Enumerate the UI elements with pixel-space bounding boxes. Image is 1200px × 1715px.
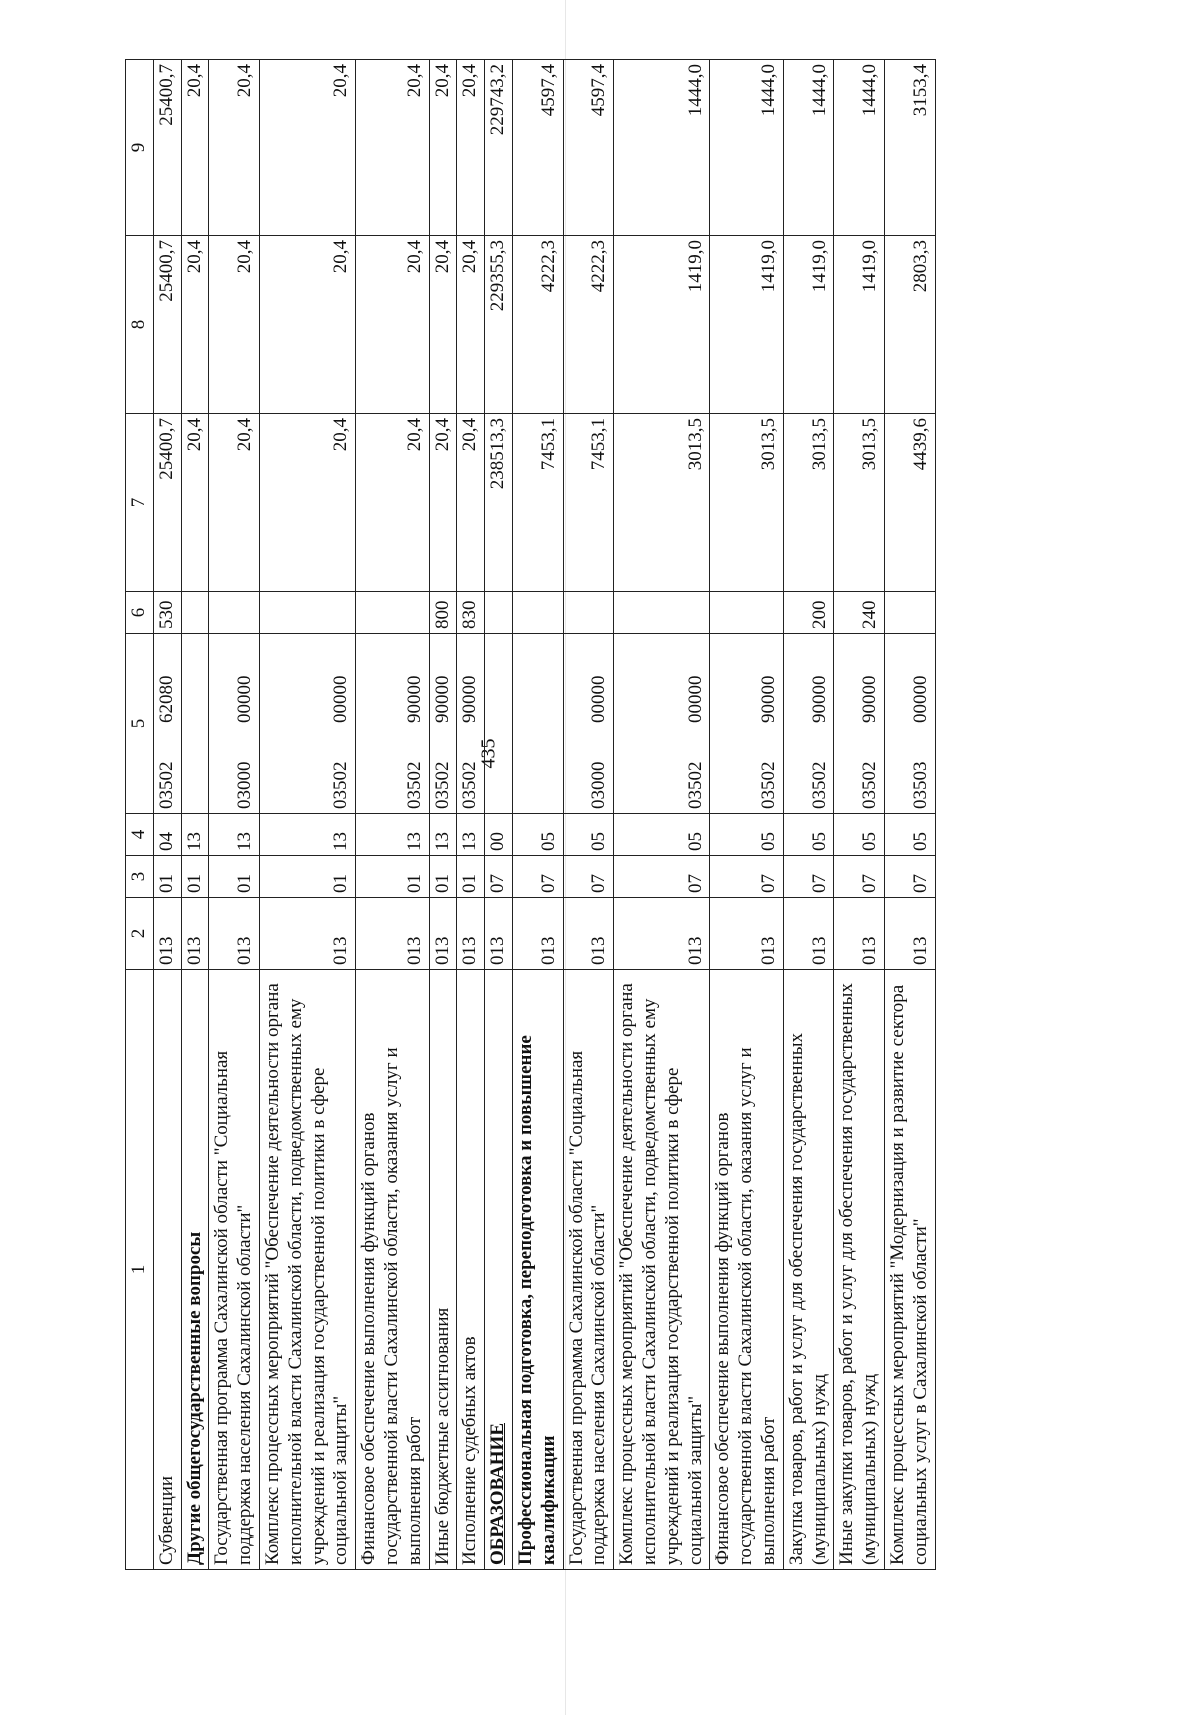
row-target-article — [457, 634, 485, 814]
col-header-2: 2 — [126, 898, 154, 970]
row-section: 01 — [209, 856, 260, 898]
row-admin-code: 013 — [512, 898, 563, 970]
row-target-article — [356, 634, 429, 814]
row-name: Финансовое обеспечение выполнения функций органов государственной власти Сахалинской области, оказания услуг и выполнения работ — [710, 970, 783, 1570]
row-csr-program: 03503 — [909, 761, 931, 809]
row-value-col9: 20,4 — [209, 60, 260, 236]
row-target-article — [614, 634, 710, 814]
row-value-col7: 20,4 — [356, 414, 429, 592]
col-header-8: 8 — [126, 236, 154, 414]
row-expense-type: 200 — [783, 592, 834, 634]
row-csr-program: 03502 — [808, 761, 830, 809]
row-csr-program: 03502 — [431, 761, 453, 809]
row-target-article — [563, 634, 614, 814]
row-csr-direction: 00000 — [588, 675, 610, 723]
row-csr-program: 03502 — [684, 761, 706, 809]
row-csr-program: 03502 — [757, 761, 779, 809]
row-admin-code: 013 — [153, 898, 181, 970]
row-value-col7: 3013,5 — [710, 414, 783, 592]
row-expense-type — [259, 592, 355, 634]
row-value-col8: 1419,0 — [783, 236, 834, 414]
row-subsection: 13 — [209, 814, 260, 856]
row-name: Комплекс процессных мероприятий "Обеспечение деятельности органа исполнительной власти Сахалинской области, подведомственных ему учреждений и реализация государственной политики в сфере социальной защиты" — [259, 970, 355, 1570]
page-number: 435 — [477, 738, 500, 769]
budget-table — [125, 59, 936, 1570]
row-subsection: 13 — [457, 814, 485, 856]
row-admin-code: 013 — [259, 898, 355, 970]
row-target-article — [259, 634, 355, 814]
row-target-article — [710, 634, 783, 814]
header-row — [126, 60, 154, 1570]
table-row — [783, 60, 834, 1570]
row-value-col8: 4222,3 — [512, 236, 563, 414]
row-admin-code: 013 — [429, 898, 457, 970]
table-row — [512, 60, 563, 1570]
table-row — [429, 60, 457, 1570]
row-value-col9: 20,4 — [429, 60, 457, 236]
table-row — [457, 60, 485, 1570]
row-expense-type — [884, 592, 935, 634]
row-admin-code: 013 — [356, 898, 429, 970]
row-value-col8: 20,4 — [181, 236, 209, 414]
row-value-col9: 1444,0 — [834, 60, 885, 236]
row-target-article — [429, 634, 457, 814]
row-expense-type: 530 — [153, 592, 181, 634]
row-value-col9: 1444,0 — [710, 60, 783, 236]
row-section: 01 — [153, 856, 181, 898]
row-value-col7: 7453,1 — [512, 414, 563, 592]
table-row — [485, 60, 513, 1570]
row-csr-program: 03502 — [155, 761, 177, 809]
row-section: 07 — [710, 856, 783, 898]
row-section: 07 — [834, 856, 885, 898]
row-section: 07 — [563, 856, 614, 898]
row-value-col7: 20,4 — [429, 414, 457, 592]
table-row — [209, 60, 260, 1570]
row-subsection: 05 — [563, 814, 614, 856]
table-row — [834, 60, 885, 1570]
row-expense-type — [356, 592, 429, 634]
row-admin-code: 013 — [457, 898, 485, 970]
row-section: 07 — [614, 856, 710, 898]
row-csr-program: 03000 — [588, 761, 610, 809]
row-subsection: 04 — [153, 814, 181, 856]
row-value-col7: 3013,5 — [783, 414, 834, 592]
row-expense-type — [209, 592, 260, 634]
row-value-col9: 25400,7 — [153, 60, 181, 236]
row-expense-type: 240 — [834, 592, 885, 634]
row-section: 01 — [356, 856, 429, 898]
row-subsection: 05 — [512, 814, 563, 856]
row-value-col7: 3013,5 — [834, 414, 885, 592]
row-subsection: 13 — [181, 814, 209, 856]
row-value-col9: 1444,0 — [783, 60, 834, 236]
row-expense-type: 830 — [457, 592, 485, 634]
row-name: Другие общегосударственные вопросы — [181, 970, 209, 1570]
col-header-7: 7 — [126, 414, 154, 592]
row-name: Комплекс процессных мероприятий "Модернизация и развитие сектора социальных услуг в Сахалинской области" — [884, 970, 935, 1570]
row-csr-program: 03502 — [459, 761, 481, 809]
row-name: Иные бюджетные ассигнования — [429, 970, 457, 1570]
row-target-article — [485, 634, 513, 814]
row-expense-type — [485, 592, 513, 634]
row-value-col8: 25400,7 — [153, 236, 181, 414]
row-name: Профессиональная подготовка, переподготовка и повышение квалификации — [512, 970, 563, 1570]
row-value-col7: 7453,1 — [563, 414, 614, 592]
row-target-article — [153, 634, 181, 814]
row-section: 01 — [259, 856, 355, 898]
row-csr-direction: 90000 — [859, 675, 881, 723]
row-value-col9: 20,4 — [181, 60, 209, 236]
row-csr-direction: 90000 — [757, 675, 779, 723]
row-value-col7: 238513,3 — [485, 414, 513, 592]
row-value-col7: 20,4 — [457, 414, 485, 592]
col-header-9: 9 — [126, 60, 154, 236]
col-header-4: 4 — [126, 814, 154, 856]
row-name: ОБРАЗОВАНИЕ — [485, 970, 513, 1570]
row-value-col8: 2803,3 — [884, 236, 935, 414]
row-csr-direction: 90000 — [459, 675, 481, 723]
row-expense-type — [614, 592, 710, 634]
row-section: 07 — [485, 856, 513, 898]
table-row — [181, 60, 209, 1570]
table-row — [259, 60, 355, 1570]
row-admin-code: 013 — [209, 898, 260, 970]
table-row — [153, 60, 181, 1570]
row-subsection: 05 — [710, 814, 783, 856]
row-subsection: 13 — [429, 814, 457, 856]
row-admin-code: 013 — [563, 898, 614, 970]
row-subsection: 00 — [485, 814, 513, 856]
row-target-article — [884, 634, 935, 814]
row-value-col7: 3013,5 — [614, 414, 710, 592]
row-expense-type: 800 — [429, 592, 457, 634]
row-target-article — [834, 634, 885, 814]
row-name: Финансовое обеспечение выполнения функций органов государственной власти Сахалинской области, оказания услуг и выполнения работ — [356, 970, 429, 1570]
row-value-col9: 20,4 — [356, 60, 429, 236]
row-value-col8: 20,4 — [457, 236, 485, 414]
row-section: 07 — [783, 856, 834, 898]
row-csr-direction: 90000 — [431, 675, 453, 723]
row-value-col9: 4597,4 — [512, 60, 563, 236]
row-value-col7: 20,4 — [181, 414, 209, 592]
row-csr-program: 03502 — [330, 761, 352, 809]
row-csr-direction: 00000 — [909, 675, 931, 723]
row-admin-code: 013 — [614, 898, 710, 970]
row-name: Исполнение судебных актов — [457, 970, 485, 1570]
table-body — [153, 60, 935, 1570]
row-admin-code: 013 — [181, 898, 209, 970]
row-admin-code: 013 — [834, 898, 885, 970]
row-value-col9: 4597,4 — [563, 60, 614, 236]
row-subsection: 05 — [614, 814, 710, 856]
row-section: 07 — [512, 856, 563, 898]
row-target-article — [209, 634, 260, 814]
row-value-col9: 20,4 — [259, 60, 355, 236]
row-expense-type — [181, 592, 209, 634]
row-value-col9: 1444,0 — [614, 60, 710, 236]
col-header-3: 3 — [126, 856, 154, 898]
row-value-col8: 1419,0 — [614, 236, 710, 414]
row-name: Комплекс процессных мероприятий "Обеспечение деятельности органа исполнительной власти Сахалинской области, подведомственных ему учреждений и реализация государственной политики в сфере социальной защиты" — [614, 970, 710, 1570]
row-subsection: 05 — [783, 814, 834, 856]
row-expense-type — [710, 592, 783, 634]
table-row — [563, 60, 614, 1570]
row-value-col7: 4439,6 — [884, 414, 935, 592]
row-name: Государственная программа Сахалинской области "Социальная поддержка населения Сахалинской области" — [563, 970, 614, 1570]
row-csr-direction: 00000 — [684, 675, 706, 723]
row-section: 07 — [884, 856, 935, 898]
table-row — [710, 60, 783, 1570]
row-admin-code: 013 — [783, 898, 834, 970]
row-value-col9: 229743,2 — [485, 60, 513, 236]
row-csr-program: 03000 — [234, 761, 256, 809]
col-header-6: 6 — [126, 592, 154, 634]
table-row — [614, 60, 710, 1570]
row-name: Иные закупки товаров, работ и услуг для обеспечения государственных (муниципальных) нужд — [834, 970, 885, 1570]
row-expense-type — [563, 592, 614, 634]
row-subsection: 13 — [356, 814, 429, 856]
row-value-col8: 20,4 — [429, 236, 457, 414]
row-value-col8: 4222,3 — [563, 236, 614, 414]
row-admin-code: 013 — [884, 898, 935, 970]
row-value-col7: 20,4 — [209, 414, 260, 592]
row-value-col8: 1419,0 — [834, 236, 885, 414]
row-value-col7: 25400,7 — [153, 414, 181, 592]
row-subsection: 05 — [834, 814, 885, 856]
row-csr-direction: 90000 — [808, 675, 830, 723]
row-value-col8: 20,4 — [209, 236, 260, 414]
row-target-article — [181, 634, 209, 814]
rotated-page — [125, 60, 936, 1570]
row-value-col8: 229355,3 — [485, 236, 513, 414]
col-header-5: 5 — [126, 634, 154, 814]
row-csr-direction: 00000 — [330, 675, 352, 723]
row-value-col8: 20,4 — [356, 236, 429, 414]
row-expense-type — [512, 592, 563, 634]
row-csr-direction: 90000 — [403, 675, 425, 723]
row-name: Закупка товаров, работ и услуг для обеспечения государственных (муниципальных) нужд — [783, 970, 834, 1570]
row-csr-program: 03502 — [859, 761, 881, 809]
row-target-article — [512, 634, 563, 814]
table-row — [884, 60, 935, 1570]
row-csr-direction: 00000 — [234, 675, 256, 723]
row-subsection: 05 — [884, 814, 935, 856]
row-value-col9: 20,4 — [457, 60, 485, 236]
row-csr-program: 03502 — [403, 761, 425, 809]
table-row — [356, 60, 429, 1570]
row-target-article — [783, 634, 834, 814]
row-value-col9: 3153,4 — [884, 60, 935, 236]
row-csr-direction: 62080 — [155, 675, 177, 723]
row-name: Государственная программа Сахалинской области "Социальная поддержка населения Сахалинской области" — [209, 970, 260, 1570]
col-header-1: 1 — [126, 970, 154, 1570]
row-subsection: 13 — [259, 814, 355, 856]
row-admin-code: 013 — [710, 898, 783, 970]
row-section: 01 — [429, 856, 457, 898]
row-value-col8: 20,4 — [259, 236, 355, 414]
row-section: 01 — [181, 856, 209, 898]
row-section: 01 — [457, 856, 485, 898]
row-admin-code: 013 — [485, 898, 513, 970]
row-value-col7: 20,4 — [259, 414, 355, 592]
row-value-col8: 1419,0 — [710, 236, 783, 414]
row-name: Субвенции — [153, 970, 181, 1570]
